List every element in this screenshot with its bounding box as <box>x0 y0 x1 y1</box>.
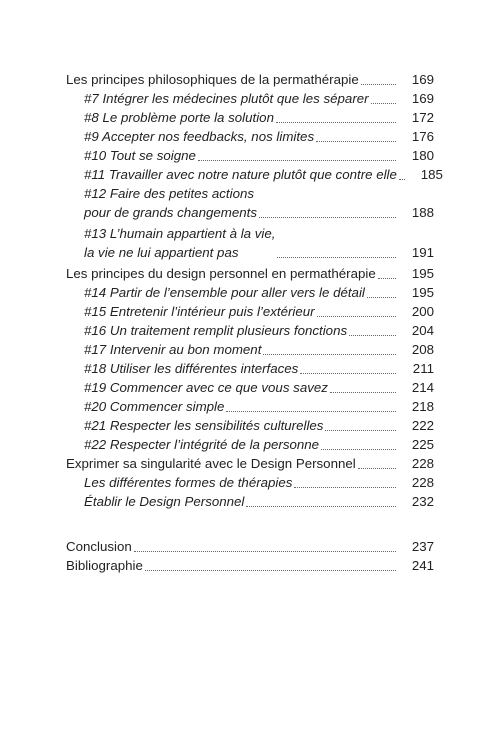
toc-section-entry[interactable] <box>66 70 434 89</box>
toc-subsection-entry[interactable] <box>66 127 434 146</box>
toc-leader-dots <box>300 372 396 374</box>
toc-subsection-title: #7 Intégrer les médecines plutôt que les séparer <box>84 91 369 106</box>
toc-page-number: 169 <box>411 91 434 106</box>
toc-page-number: 172 <box>411 110 434 125</box>
toc-page-number: 214 <box>411 380 434 395</box>
toc-subsection-title-line: pour de grands changements <box>84 205 257 220</box>
toc-page-number: 180 <box>411 148 434 163</box>
toc-leader-dots <box>259 216 396 218</box>
toc-page-number: 211 <box>412 361 434 376</box>
toc-page-number: 195 <box>411 285 434 300</box>
toc-subsection-entry[interactable] <box>66 165 443 184</box>
toc-page-number: 176 <box>411 129 434 144</box>
toc-backmatter-title: Bibliographie <box>66 558 143 573</box>
table-of-contents <box>66 70 443 575</box>
toc-leader-dots <box>367 296 396 298</box>
toc-leader-dots <box>371 102 396 104</box>
toc-subsection-entry[interactable] <box>66 108 434 127</box>
toc-subsection-title-line: la vie ne lui appartient pas <box>84 245 239 260</box>
toc-subsection-title: #20 Commencer simple <box>84 399 225 414</box>
toc-page-number: 169 <box>411 72 434 87</box>
toc-backmatter-title: Conclusion <box>66 539 132 554</box>
toc-leader-dots <box>325 429 396 431</box>
toc-subsection-entry[interactable] <box>66 302 434 321</box>
toc-page-number: 225 <box>411 437 434 452</box>
toc-backmatter-entry[interactable] <box>66 537 434 556</box>
toc-leader-dots <box>358 467 396 469</box>
toc-leader-dots <box>246 505 396 507</box>
toc-leader-dots <box>145 569 396 571</box>
toc-leader-dots <box>263 353 396 355</box>
toc-subsection-title: #19 Commencer avec ce que vous savez <box>84 380 328 395</box>
toc-page-number: 222 <box>411 418 434 433</box>
toc-leader-dots <box>294 486 396 488</box>
toc-leader-dots <box>330 391 396 393</box>
toc-subsection-title: Établir le Design Personnel <box>84 494 245 509</box>
toc-spacer <box>66 511 434 537</box>
toc-subsection-title: Les différentes formes de thérapies <box>84 475 293 490</box>
toc-subsection-title: #15 Entretenir l’intérieur puis l’extérieur <box>84 304 315 319</box>
toc-subsection-title: #22 Respecter l’intégrité de la personne <box>84 437 320 452</box>
toc-section-entry[interactable] <box>66 264 434 283</box>
toc-leader-dots <box>316 140 396 142</box>
toc-leader-dots <box>321 448 396 450</box>
toc-subsection-title <box>84 184 257 222</box>
toc-subsection-entry[interactable] <box>66 321 434 340</box>
toc-page-number: 185 <box>420 167 443 182</box>
toc-page-number: 204 <box>411 323 434 338</box>
toc-leader-dots <box>134 550 396 552</box>
toc-page-number: 200 <box>411 304 434 319</box>
toc-leader-dots <box>226 410 396 412</box>
toc-page-number: 237 <box>411 539 434 554</box>
toc-subsection-entry[interactable] <box>66 397 434 416</box>
toc-subsection-entry[interactable] <box>66 435 434 454</box>
toc-subsection-entry[interactable] <box>66 283 434 302</box>
toc-page-number: 188 <box>411 205 434 220</box>
toc-leader-dots <box>198 159 396 161</box>
toc-page-number: 232 <box>411 494 434 509</box>
toc-subsection-title: #21 Respecter les sensibilités culturelles <box>84 418 324 433</box>
toc-subsection-entry[interactable] <box>66 359 434 378</box>
toc-subsection-title: #16 Un traitement remplit plusieurs fonctions <box>84 323 348 338</box>
toc-subsection-entry[interactable] <box>66 378 434 397</box>
toc-leader-dots <box>349 334 396 336</box>
toc-subsection-title: #18 Utiliser les différentes interfaces <box>84 361 299 376</box>
toc-leader-dots <box>361 83 396 85</box>
toc-page-number: 228 <box>411 475 434 490</box>
toc-page-number: 191 <box>411 245 434 260</box>
toc-subsection-entry[interactable] <box>66 416 434 435</box>
toc-page-number: 218 <box>411 399 434 414</box>
toc-leader-dots <box>317 315 396 317</box>
toc-subsection-entry[interactable] <box>66 473 434 492</box>
toc-subsection-entry[interactable] <box>66 184 434 222</box>
toc-backmatter-entry[interactable] <box>66 556 434 575</box>
toc-section-title: Les principes philosophiques de la permathérapie <box>66 72 359 87</box>
toc-section-title: Exprimer sa singularité avec le Design Personnel <box>66 456 356 471</box>
toc-page-number: 241 <box>411 558 434 573</box>
toc-leader-dots <box>378 277 396 279</box>
toc-subsection-entry[interactable] <box>66 224 434 262</box>
toc-subsection-title-line: #13 L’humain appartient à la vie, <box>84 226 276 241</box>
toc-page-number: 195 <box>411 266 434 281</box>
toc-subsection-entry[interactable] <box>66 146 434 165</box>
toc-subsection-title: #9 Accepter nos feedbacks, nos limites <box>84 129 315 144</box>
toc-subsection-title <box>84 224 275 262</box>
toc-leader-dots <box>277 256 396 258</box>
toc-subsection-entry[interactable] <box>66 492 434 511</box>
toc-subsection-title: #14 Partir de l’ensemble pour aller vers le détail <box>84 285 365 300</box>
toc-subsection-entry[interactable] <box>66 89 434 108</box>
toc-leader-dots <box>276 121 396 123</box>
toc-section-entry[interactable] <box>66 454 434 473</box>
toc-subsection-title: #11 Travailler avec notre nature plutôt que contre elle <box>84 167 397 182</box>
toc-leader-dots <box>399 178 405 180</box>
toc-subsection-title: #8 Le problème porte la solution <box>84 110 274 125</box>
toc-page-number: 228 <box>411 456 434 471</box>
toc-subsection-title-line: #12 Faire des petites actions <box>84 186 255 201</box>
toc-subsection-title: #17 Intervenir au bon moment <box>84 342 262 357</box>
toc-subsection-entry[interactable] <box>66 340 434 359</box>
toc-page-number: 208 <box>411 342 434 357</box>
toc-section-title: Les principes du design personnel en permathérapie <box>66 266 376 281</box>
toc-subsection-title: #10 Tout se soigne <box>84 148 196 163</box>
